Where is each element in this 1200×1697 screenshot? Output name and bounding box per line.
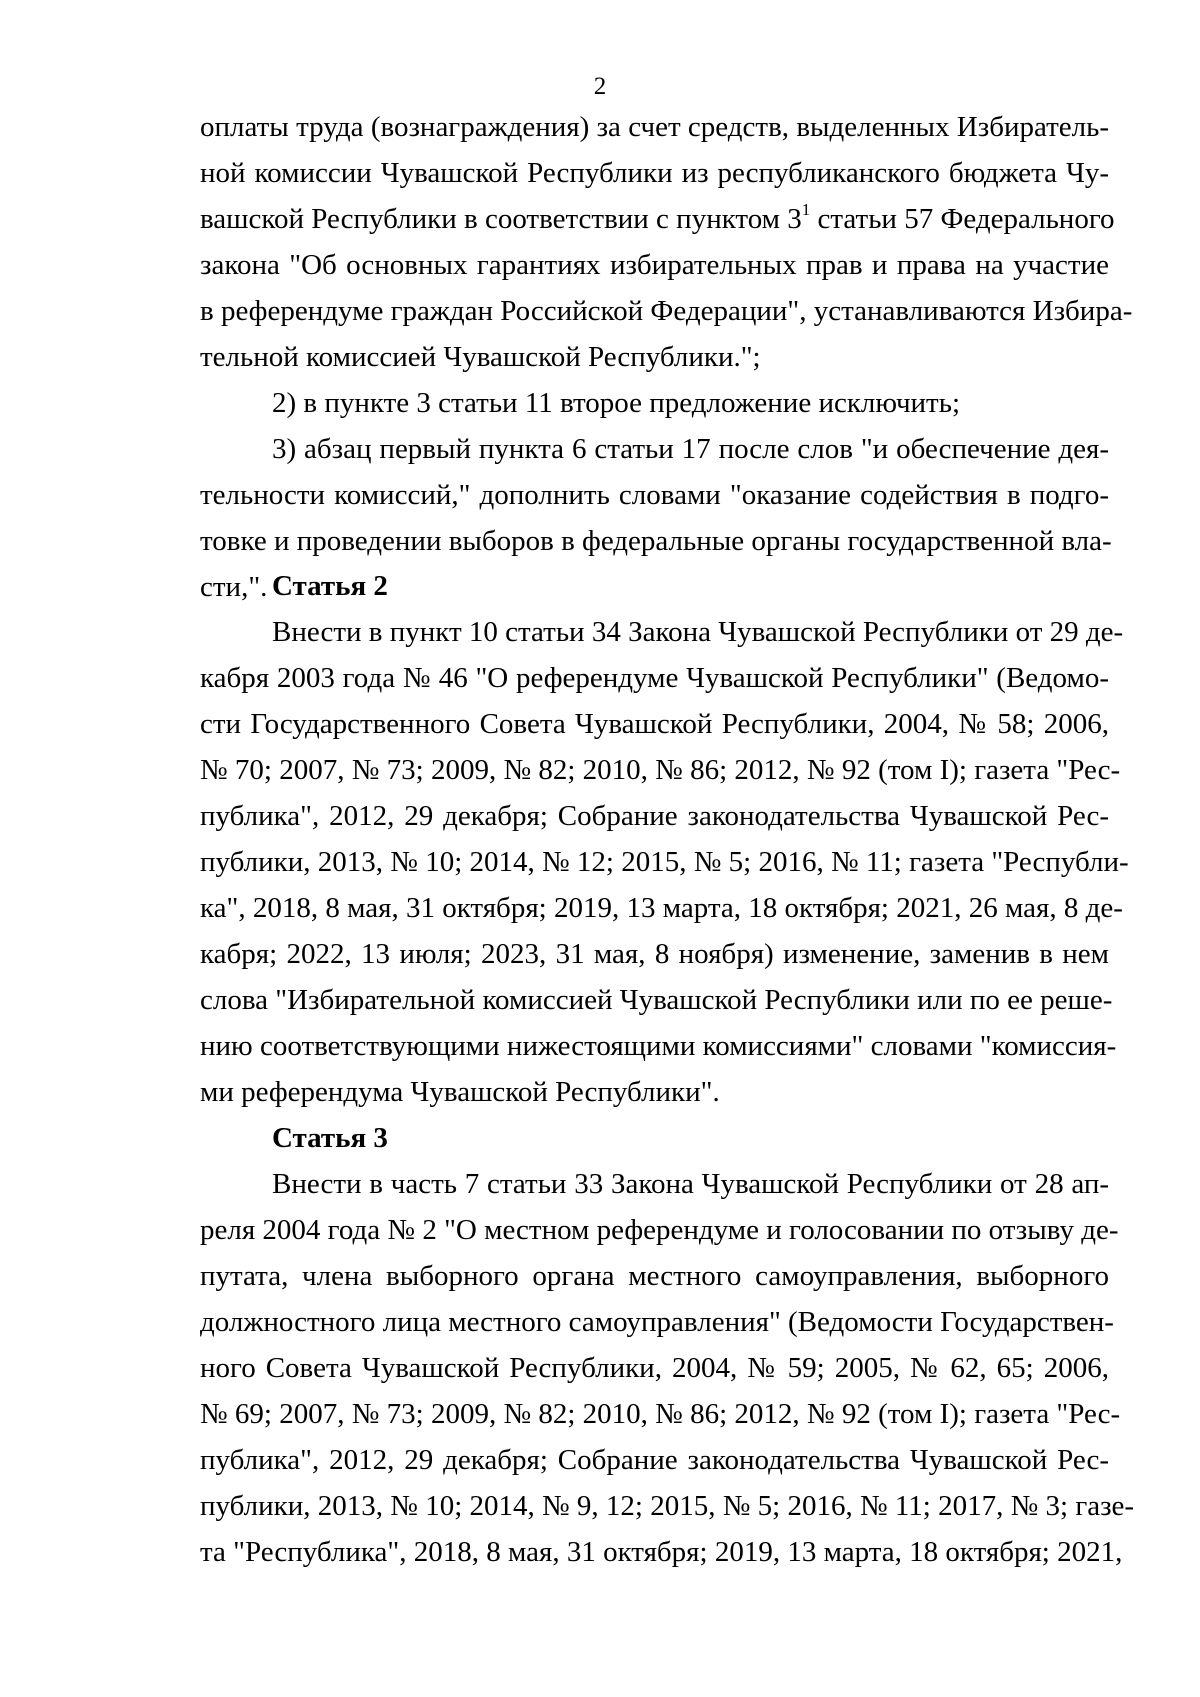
article-2 xyxy=(200,563,1129,1115)
text-fragment: вашской Республики в соответствии с пунктом 3 xyxy=(200,203,802,235)
text-line: публики, 2013, № 10; 2014, № 12; 2015, № 5; 2016, № 11; газета "Республи- xyxy=(200,846,1129,878)
superscript: 1 xyxy=(801,200,811,220)
text-line: Внести в пункт 10 статьи 34 Закона Чувашской Республики от 29 де- xyxy=(272,616,1124,648)
text-line: путата, члена выборного органа местного самоуправления, выборного xyxy=(200,1260,1109,1292)
text-line: публика", 2012, 29 декабря; Собрание законодательства Чувашской Рес- xyxy=(200,800,1109,832)
text-fragment: статьи 57 Федерального xyxy=(810,203,1115,235)
item-2: 2) в пункте 3 статьи 11 второе предложение исключить; xyxy=(272,387,961,419)
text-line: ной комиссии Чувашской Республики из республиканского бюджета Чу- xyxy=(200,157,1109,189)
item-3-line: сти,". xyxy=(200,571,268,603)
text-line: ного Совета Чувашской Республики, 2004, № 59; 2005, № 62, 65; 2006, xyxy=(200,1352,1109,1384)
text-line: кабря 2003 года № 46 "О референдуме Чувашской Республики" (Ведомо- xyxy=(200,662,1109,694)
text-line: Внести в часть 7 статьи 33 Закона Чувашской Республики от 28 ап- xyxy=(272,1168,1109,1200)
text-line: ка", 2018, 8 мая, 31 октября; 2019, 13 марта, 18 октября; 2021, 26 мая, 8 де- xyxy=(200,892,1123,924)
article-3-heading: Статья 3 xyxy=(272,1122,388,1154)
text-line: ми референдума Чувашской Республики". xyxy=(200,1076,720,1108)
item-3-line: тельности комиссий," дополнить словами "оказание содействия в подго- xyxy=(200,479,1109,511)
text-line: № 69; 2007, № 73; 2009, № 82; 2010, № 86; 2012, № 92 (том I); газета "Рес- xyxy=(200,1398,1121,1430)
text-line: слова "Избирательной комиссией Чувашской Республики или по ее реше- xyxy=(200,984,1113,1016)
text-line: сти Государственного Совета Чувашской Республики, 2004, № 58; 2006, xyxy=(200,708,1109,740)
text-line: должностного лица местного самоуправления" (Ведомости Государствен- xyxy=(200,1306,1114,1338)
text-line: № 70; 2007, № 73; 2009, № 82; 2010, № 86; 2012, № 92 (том I); газета "Рес- xyxy=(200,754,1121,786)
text-line: закона "Об основных гарантиях избирательных прав и права на участие xyxy=(200,249,1109,281)
text-line: кабря; 2022, 13 июля; 2023, 31 мая, 8 ноября) изменение, заменив в нем xyxy=(200,938,1109,970)
text-line: реля 2004 года № 2 "О местном референдуме и голосовании по отзыву де- xyxy=(200,1214,1119,1246)
text-line: в референдуме граждан Российской Федерации", устанавливаются Избира- xyxy=(200,295,1133,327)
text-line: публика", 2012, 29 декабря; Собрание законодательства Чувашской Рес- xyxy=(200,1444,1109,1476)
text-line: тельной комиссией Чувашской Республики."; xyxy=(200,341,761,373)
item-3-line: товке и проведении выборов в федеральные органы государственной вла- xyxy=(200,525,1112,557)
text-line: публики, 2013, № 10; 2014, № 9, 12; 2015, № 5; 2016, № 11; 2017, № 3; газе- xyxy=(200,1490,1135,1522)
article-2-heading: Статья 2 xyxy=(272,570,388,602)
page-number: 2 xyxy=(593,73,607,100)
text-line: та "Республика", 2018, 8 мая, 31 октября; 2019, 13 марта, 18 октября; 2021, xyxy=(200,1536,1123,1568)
text-line: нию соответствующими нижестоящими комиссиями" словами "комиссия- xyxy=(200,1030,1117,1062)
item-3-line: 3) абзац первый пункта 6 статьи 17 после слов "и обеспечение дея- xyxy=(272,433,1109,465)
text-line xyxy=(200,196,1115,242)
intro-paragraph xyxy=(200,104,1133,610)
text-line: оплаты труда (вознаграждения) за счет средств, выделенных Избиратель- xyxy=(200,111,1109,143)
article-3 xyxy=(200,1115,1135,1575)
